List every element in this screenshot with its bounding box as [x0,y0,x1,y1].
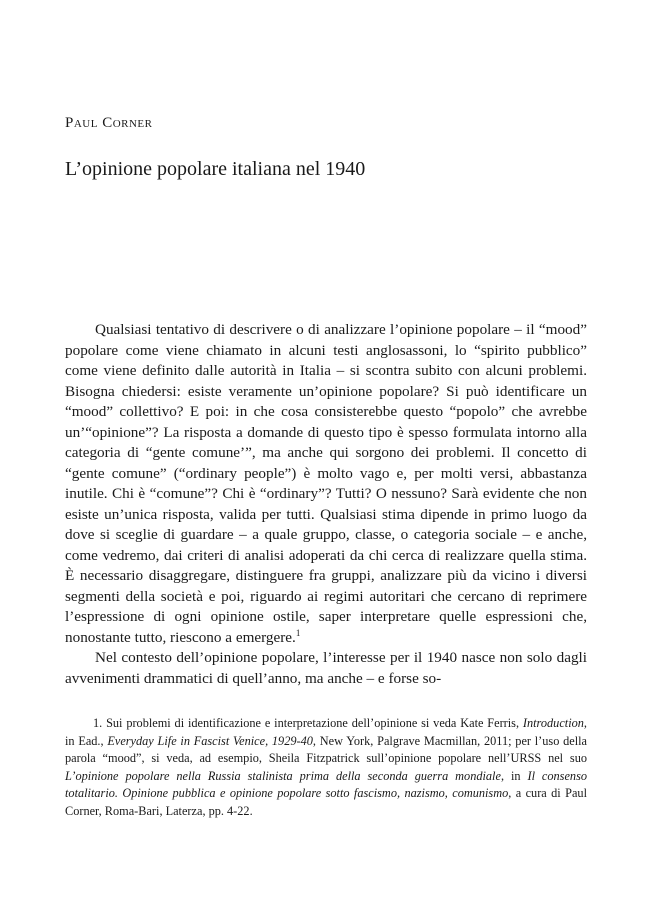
cited-title: Everyday Life in Fascist Venice, 1929-40 [107,733,313,748]
footnote-reference[interactable]: 1 [295,627,301,638]
cited-title: L’opinione popolare nella Russia stalinista prima della seconda guerra mondiale [65,768,501,783]
body-paragraph: Nel contesto dell’opinione popolare, l’interesse per il 1940 nasce non solo dagli avvenimenti drammatici di quell’anno, ma anche – e forse so- [65,649,587,687]
body-text [65,320,587,689]
body-paragraph [65,320,587,648]
author-name: Paul Corner [65,115,153,131]
cited-title: Introduction [522,716,584,730]
footnote-number: 1. [93,716,103,730]
paragraph-text: Qualsiasi tentativo di descrivere o di analizzare l’opinione popolare – il “mood” popolare come viene chiamato in alcuni testi anglosassoni, lo “spirito pubblico” come viene definito dalle autorità in Italia – si scontra subito con alcuni problemi. Bisogna chiedersi: esiste veramente un’opinione popolare? Si può identificare un “mood” collettivo? E poi: in che cosa consisterebbe questo “popolo” che avrebbe un’“opinione”? La risposta a domande di questo tipo è spesso formulata intorno alla categoria di “gente comune’”, ma anche qui sorgono dei problemi. Il concetto di “gente comune” (“ordinary people”) è molto vago e, per molti versi, abbastanza inutile. Chi è “comune”? Chi è “ordinary”? Tutti? O nessuno? Sarà evidente che non esiste un’unica risposta, valida per tutti. Qualsiasi stima dipende in primo luogo da dove si sceglie di guardare – a quale gruppo, classe, o categoria sociale – e anche, come vedremo, dai criteri di analisi adoperati da chi cerca di realizzare quella stima. È necessario disaggregare, distinguere fra gruppi, analizzare più da vicino i diversi segmenti della società e poi, riguardo ai regimi autoritari che cercano di reprimere l’espressione di ogni opinione ostile, saper interpretare quelle espressioni che, nonostante tutto, riescono a emergere. [65,321,587,646]
cited-title: Il consenso totalitario. Opinione pubblica e opinione popolare sotto fascismo, nazismo, comunismo [65,768,588,800]
footnote [65,715,587,820]
article-title: L’opinione popolare italiana nel 1940 [65,158,366,180]
footnote-text: 1. Sui problemi di identificazione e interpretazione dell’opinione si veda Kate Ferris, Introduction, in Ead., Everyday Life in Fascist Venice, 1929-40, New York, Palgrave Macmillan, 2011; per l’uso della parola “mood”, si veda, ad esempio, Sheila Fitzpatrick sull’opinione popolare nell’URSS nel suo L’opinione popolare nella Russia stalinista prima della seconda guerra mondiale, in Il consenso totalitario. Opinione pubblica e opinione popolare sotto fascismo, nazismo, comunismo, a cura di Paul Corner, Roma-Bari, Laterza, pp. 4-22. [65,716,588,818]
